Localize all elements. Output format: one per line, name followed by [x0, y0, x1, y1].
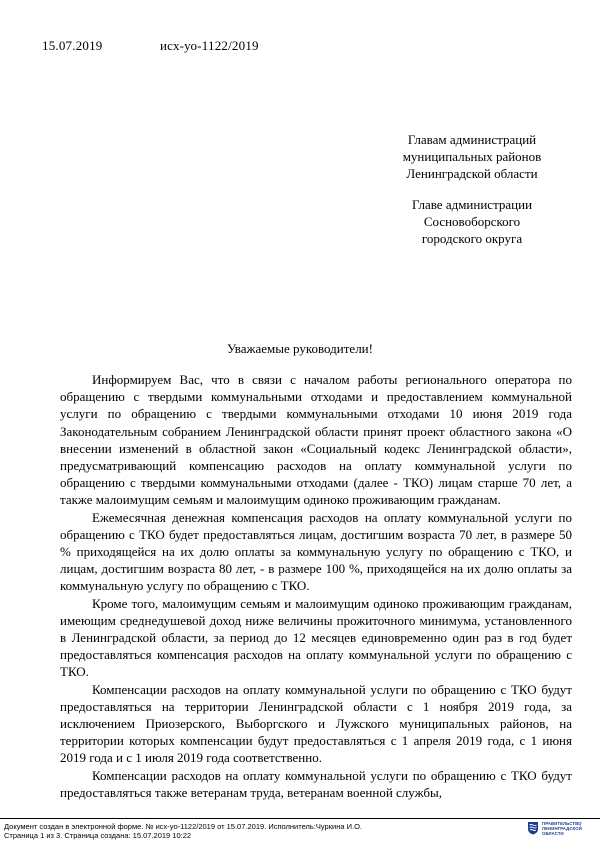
gov-logo-line-1: ПРАВИТЕЛЬСТВО [542, 821, 582, 826]
footer-divider [0, 818, 600, 819]
government-logo [527, 821, 582, 836]
paragraph-5: Компенсации расходов на оплату коммунальной услуги по обращению с ТКО будут предоставляться также ветеранам труда, ветеранам военной службы, [60, 767, 572, 800]
paragraph-1: Информируем Вас, что в связи с началом работы регионального оператора по обращению с твердыми коммунальными отходами и предоставлением коммунальной услуги по обращению с твердыми коммунальными отходами 10 июня 2019 года Законодательным собранием Ленинградской области принят проект областного закона «О внесении изменений в областной закон «Социальный кодекс Ленинградской области», предусматривающий компенсацию расходов на оплату коммунальной услуги по обращению с твердыми коммунальными отходами (далее - ТКО) лицам старше 70 лет, а также малоимущим семьям и малоимущим одиноко проживающим гражданам. [60, 372, 572, 508]
addressee-2-line-1: Главе администрации [411, 197, 533, 212]
footer-line-2: Страница 1 из 3. Страница создана: 15.07.2019 10:22 [4, 831, 192, 840]
addressee-2-line-3: городского округа [421, 231, 523, 246]
paragraph-2: Ежемесячная денежная компенсация расходов на оплату коммунальной услуги по обращению с ТКО будет предоставляться лицам, достигшим возраста 70 лет, в размере 50 % приходящейся на их долю оплаты за коммунальную услугу по обращению с ТКО, и лицам, достигшим возраста 80 лет, - в размере 100 %, приходящейся на их долю оплаты за коммунальную услугу по обращению с ТКО. [60, 509, 572, 594]
paragraph-4: Компенсации расходов на оплату коммунальной услуги по обращению с ТКО будут предоставляться на территории Ленинградской области с 1 ноября 2019 года, за исключением Приозерского, Выборгского и Лужского муниципальных районов, на территории которых компенсации будут предоставляться с 1 апреля 2019 года, с 1 июня 2019 года и с 1 июля 2019 года соответственно. [60, 681, 572, 766]
gov-logo-line-3: ОБЛАСТИ [542, 831, 564, 836]
salutation: Уважаемые руководители! [227, 341, 373, 356]
footer-line-1: Документ создан в электронной форме. № исх-уо-1122/2019 от 15.07.2019. Исполнитель:Чуркина И.О. [4, 822, 362, 831]
addressee-1-line-3: Ленинградской области [406, 166, 538, 181]
coat-of-arms-icon [527, 821, 539, 835]
government-logo-text [542, 821, 582, 836]
page-footer [4, 822, 362, 840]
addressee-2-line-2: Сосновоборского [423, 214, 521, 229]
addressee-block-2 [372, 196, 572, 247]
gov-logo-line-2: ЛЕНИНГРАДСКОЙ [542, 826, 582, 831]
paragraph-3: Кроме того, малоимущим семьям и малоимущим одиноко проживающим гражданам, имеющим среднедушевой доход ниже величины прожиточного минимума, установленного в Ленинградской области, за период до 12 месяцев единовременно один раз в год будет предоставляться компенсация расходов на оплату коммунальной услуги по обращению с ТКО. [60, 595, 572, 680]
document-date: 15.07.2019 [42, 38, 103, 53]
addressee-block-1 [372, 131, 572, 182]
letter-body [60, 371, 572, 801]
addressee-1-line-2: муниципальных районов [402, 149, 542, 164]
outgoing-number: исх-уо-1122/2019 [160, 38, 259, 53]
addressee-1-line-1: Главам администраций [407, 132, 537, 147]
